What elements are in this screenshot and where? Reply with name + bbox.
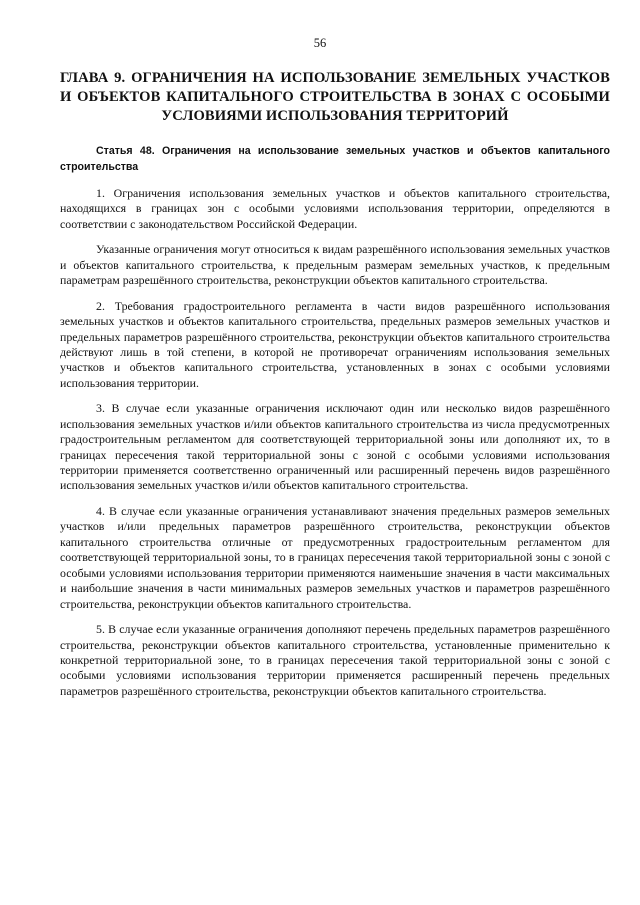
paragraph-4: 4. В случае если указанные ограничения устанавливают значения предельных размеров земельных участков и/или предельных параметров разрешённого строительства, реконструкции объектов капитального строительства отличные от предусмотренных градостроительным регламентом для соответствующей территориальной зоны, то в границах пересечения такой территориальной зоны с зоной с особыми условиями использования территории применяются наименьшие значения в части максимальных и наибольшие значения в части минимальных размеров земельных участков и параметров разрешённого строительства, реконструкции объектов капитального строительства.: [60, 504, 610, 611]
paragraph-restrictions-scope: Указанные ограничения могут относиться к видам разрешённого использования земельных участков и объектов капитального строительства, к предельным размерам земельных участков, к предельным параметрам разрешённого строительства, реконструкции объектов капитального строительства.: [60, 242, 610, 288]
chapter-title: ГЛАВА 9. ОГРАНИЧЕНИЯ НА ИСПОЛЬЗОВАНИЕ ЗЕМЕЛЬНЫХ УЧАСТКОВ И ОБЪЕКТОВ КАПИТАЛЬНОГО СТРОИТЕЛЬСТВА В ЗОНАХ С ОСОБЫМИ УСЛОВИЯМИ ИСПОЛЬЗОВАНИЯ ТЕРРИТОРИЙ: [60, 70, 610, 124]
paragraph-5: 5. В случае если указанные ограничения дополняют перечень предельных параметров разрешённого строительства, реконструкции объектов капитального строительства, установленные применительно к конкретной территориальной зоне, то в границах пересечения такой территориальной зоны с зоной с особыми условиями использования территории применяется расширенный перечень предельных параметров разрешённого строительства, реконструкции объектов капитального строительства.: [60, 622, 610, 698]
paragraph-2: 2. Требования градостроительного регламента в части видов разрешённого использования земельных участков и объектов капитального строительства, предельных размеров земельных участков и предельных параметров разрешённого строительства, реконструкции объектов капитального строительства действуют лишь в той степени, в которой не противоречат ограничениям использования земельных участков и объектов капитального строительства, установленных в зонах с особыми условиями использования территории.: [60, 298, 610, 390]
paragraph-3: 3. В случае если указанные ограничения исключают один или несколько видов разрешённого использования земельных участков и/или объектов капитального строительства из числа предусмотренных градостроительным регламентом для соответствующей территориальной зоны или дополняют их, то в границах пересечения такой территориальной зоны с зоной с особыми условиями использования территории применяется соответственно ограниченный или расширенный перечень видов разрешённого использования земельных участков и/или объектов капитального строительства.: [60, 401, 610, 493]
page-number: 56: [313, 36, 327, 50]
article-title: Статья 48. Ограничения на использование земельных участков и объектов капитального строительства: [60, 145, 610, 173]
document-body: [60, 186, 610, 709]
paragraph-1: 1. Ограничения использования земельных участков и объектов капитального строительства, находящихся в границах зон с особыми условиями использования территории, определяются в соответствии с законодательством Российской Федерации.: [60, 186, 610, 231]
